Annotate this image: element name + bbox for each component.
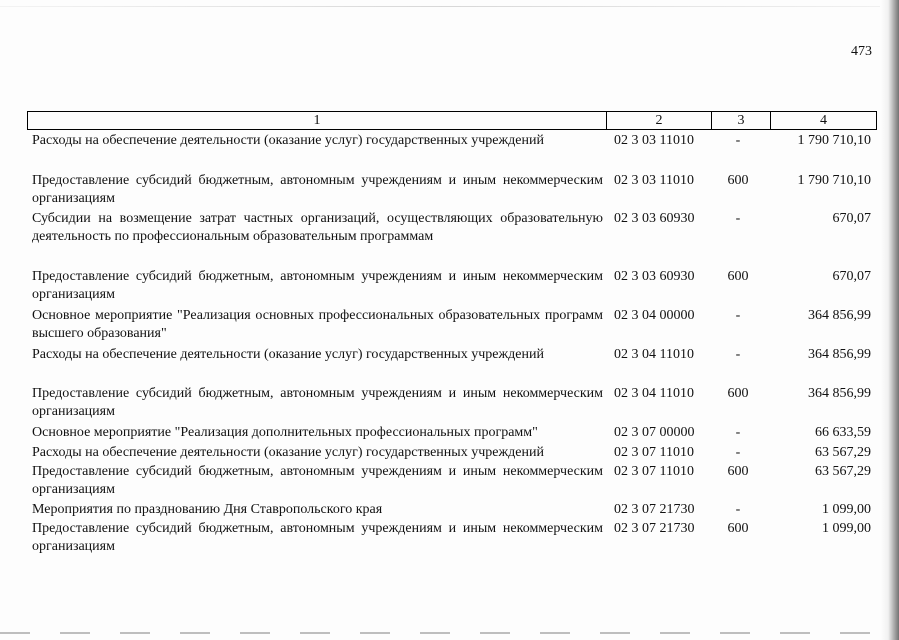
row-expense-type: - [735, 425, 741, 440]
row-expense-type: - [735, 502, 741, 517]
row-name: Мероприятия по празднованию Дня Ставропольского края [32, 502, 383, 517]
row-name: Предоставление субсидий бюджетным, автономным учреждениям и иным некоммерческим организациям [32, 521, 603, 554]
row-amount: 63 567,29 [815, 464, 871, 479]
scan-edge [0, 6, 880, 7]
row-name: Расходы на обеспечение деятельности (оказание услуг) государственных учреждений [32, 347, 544, 362]
column-header-2: 2 [607, 112, 712, 130]
row-code: 02 3 07 11010 [614, 464, 694, 479]
row-code: 02 3 04 11010 [614, 347, 694, 362]
scan-shadow [881, 0, 899, 640]
row-code: 02 3 03 60930 [614, 211, 695, 226]
row-code: 02 3 07 11010 [614, 445, 694, 460]
row-expense-type: 600 [727, 173, 749, 188]
row-amount: 364 856,99 [808, 308, 871, 323]
row-amount: 670,07 [832, 211, 871, 226]
row-code: 02 3 03 60930 [614, 269, 695, 284]
column-header-1: 1 [28, 112, 607, 130]
row-amount: 1 099,00 [822, 521, 871, 536]
row-expense-type: - [735, 308, 741, 323]
row-name: Предоставление субсидий бюджетным, автономным учреждениям и иным некоммерческим организациям [32, 269, 603, 302]
column-header-table [27, 111, 877, 130]
row-expense-type: - [735, 445, 741, 460]
row-name: Основное мероприятие "Реализация дополнительных профессиональных программ" [32, 425, 538, 440]
row-code: 02 3 07 21730 [614, 521, 695, 536]
column-header-4: 4 [771, 112, 877, 130]
row-expense-type: - [735, 347, 741, 362]
row-name: Предоставление субсидий бюджетным, автономным учреждениям и иным некоммерческим организациям [32, 464, 603, 497]
row-name: Предоставление субсидий бюджетным, автономным учреждениям и иным некоммерческим организациям [32, 386, 603, 419]
row-amount: 1 099,00 [822, 502, 871, 517]
row-amount: 1 790 710,10 [797, 173, 871, 188]
row-code: 02 3 04 00000 [614, 308, 695, 323]
row-name: Основное мероприятие "Реализация основных профессиональных образовательных программ высшего образования" [32, 308, 603, 341]
row-amount: 1 790 710,10 [797, 133, 871, 148]
row-code: 02 3 03 11010 [614, 173, 694, 188]
row-code: 02 3 03 11010 [614, 133, 694, 148]
row-expense-type: 600 [727, 386, 749, 401]
row-code: 02 3 04 11010 [614, 386, 694, 401]
row-amount: 364 856,99 [808, 347, 871, 362]
row-code: 02 3 07 00000 [614, 425, 695, 440]
row-name: Расходы на обеспечение деятельности (оказание услуг) государственных учреждений [32, 133, 544, 148]
row-expense-type: 600 [727, 521, 749, 536]
scan-artifact [0, 632, 880, 634]
row-expense-type: - [735, 133, 741, 148]
row-name: Субсидии на возмещение затрат частных организаций, осуществляющих образовательную деятельность по профессиональным образовательным программам [32, 211, 603, 244]
row-amount: 63 567,29 [815, 445, 871, 460]
row-name: Предоставление субсидий бюджетным, автономным учреждениям и иным некоммерческим организациям [32, 173, 603, 206]
page-number: 473 [851, 44, 872, 59]
row-name: Расходы на обеспечение деятельности (оказание услуг) государственных учреждений [32, 445, 544, 460]
row-code: 02 3 07 21730 [614, 502, 695, 517]
row-expense-type: 600 [727, 269, 749, 284]
row-expense-type: - [735, 211, 741, 226]
row-amount: 364 856,99 [808, 386, 871, 401]
column-header-3: 3 [712, 112, 771, 130]
row-expense-type: 600 [727, 464, 749, 479]
row-amount: 670,07 [832, 269, 871, 284]
row-amount: 66 633,59 [815, 425, 871, 440]
